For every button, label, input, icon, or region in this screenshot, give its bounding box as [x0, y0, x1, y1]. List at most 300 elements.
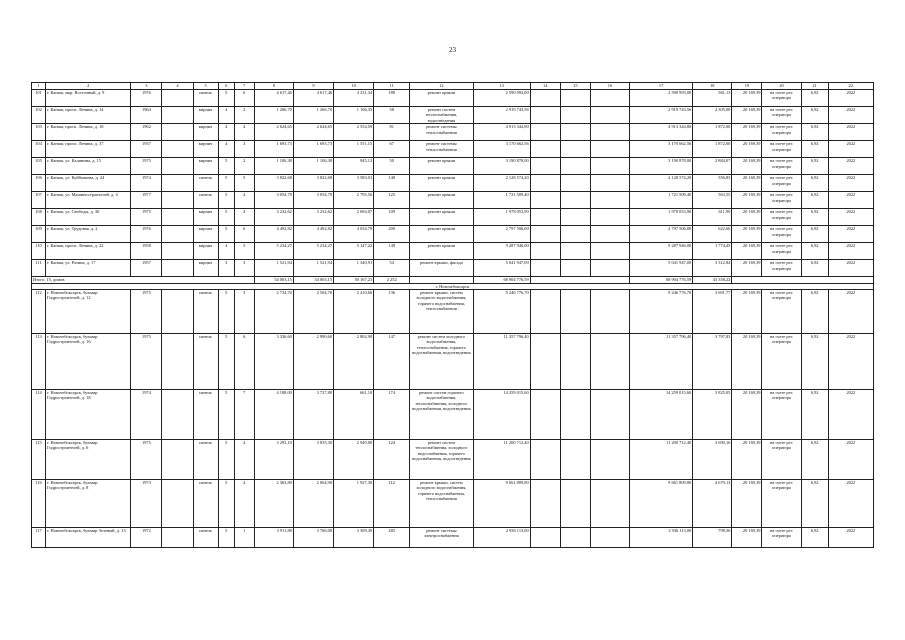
cell-num: 107 — [32, 192, 46, 209]
cell-work: ремонт системы электроснабжения — [410, 527, 473, 547]
cell-p: 6 — [234, 90, 254, 107]
column-number-cell: 8 — [254, 83, 293, 90]
cell-work: ремонт систем теплоснабжения, холодного водоснабжения, горячего водоснабжения, водоотведения — [410, 439, 473, 479]
cell-type: кирпич — [193, 124, 218, 141]
cell-type: кирпич — [193, 158, 218, 175]
cell-yr: 2022 — [828, 192, 873, 209]
cell-cost2: 2 797 506,00 — [630, 226, 693, 243]
cell-area2: 2 064,90 — [293, 479, 333, 527]
cell-empty — [530, 389, 560, 439]
cell-area1: 1 106,38 — [254, 158, 293, 175]
cell-area3: 4 231,34 — [334, 90, 374, 107]
cell-area2: 1 521,94 — [293, 260, 333, 277]
cell-empty — [530, 289, 560, 333]
table-row — [32, 175, 874, 192]
cell-num: 108 — [32, 209, 46, 226]
cell-empty — [590, 124, 629, 141]
cell-cost: 9 246 776,70 — [473, 289, 530, 333]
cell-empty — [590, 479, 629, 527]
cell-method: на счете рег. оператора — [762, 527, 801, 547]
cell-yr: 2022 — [828, 226, 873, 243]
cell-empty — [590, 333, 629, 389]
cell-people: 148 — [374, 175, 410, 192]
cell-addr: г. Новочебоксарск, бульвар Гидростроителей, д. 16 — [46, 333, 131, 389]
cell-year: 1973 — [131, 479, 162, 527]
cell-pct: 6,92 — [801, 260, 828, 277]
cell-work: ремонт крыши, фасада — [410, 260, 473, 277]
cell-cost: 9 661 809,80 — [473, 479, 530, 527]
cell-addr: г. Канаш, просп. Ленина, д. 37 — [46, 141, 131, 158]
column-number-cell: 6 — [218, 83, 234, 90]
cell-unit: 556,83 — [693, 175, 732, 192]
cell-area3: 2 795,56 — [334, 192, 374, 209]
cell-empty — [590, 260, 629, 277]
cell-empty — [590, 158, 629, 175]
cell-empty — [530, 124, 560, 141]
cell-addr: г. Новочебоксарск, бульвар Зеленый, д. 13 — [46, 527, 131, 547]
cell-cost2: 3 170 662,56 — [630, 141, 693, 158]
cell-year: 1975 — [131, 333, 162, 389]
cell-empty — [530, 243, 560, 260]
cell-method: на счете рег. оператора — [762, 439, 801, 479]
cell-empty — [590, 192, 629, 209]
cell-cost: 2 797 506,00 — [473, 226, 530, 243]
cell-pct: 6,92 — [801, 141, 828, 158]
cell-pct: 6,92 — [801, 439, 828, 479]
cell-empty — [162, 439, 193, 479]
cell-addr: г. Канаш, ул. Разина, д. 17 — [46, 260, 131, 277]
total-people: 2 252 — [374, 277, 410, 283]
cell-pct: 6,92 — [801, 226, 828, 243]
cell-empty — [560, 226, 590, 243]
cell-cost2: 2 128 574,20 — [630, 175, 693, 192]
cell-p: 4 — [234, 479, 254, 527]
cell-empty — [590, 389, 629, 439]
cell-pct: 6,92 — [801, 527, 828, 547]
column-number-cell: 19 — [732, 83, 762, 90]
cell-pct: 6,92 — [801, 90, 828, 107]
cell-type: кирпич — [193, 243, 218, 260]
cell-unit: 1 872,00 — [693, 124, 732, 141]
cell-limit: 20 169,39 — [732, 158, 762, 175]
cell-yr: 2022 — [828, 175, 873, 192]
page-number: 23 — [449, 46, 456, 54]
capital-repair-table — [31, 82, 874, 548]
cell-f: 5 — [218, 209, 234, 226]
cell-unit: 2 305,00 — [693, 107, 732, 124]
cell-f: 5 — [218, 175, 234, 192]
cell-f: 5 — [218, 90, 234, 107]
cell-empty — [560, 289, 590, 333]
cell-area3: 2 940,00 — [334, 439, 374, 479]
cell-people: 149 — [374, 243, 410, 260]
cell-empty — [590, 289, 629, 333]
cell-empty — [530, 192, 560, 209]
cell-cost: 1 721 509,40 — [473, 192, 530, 209]
cell-empty — [560, 209, 590, 226]
cell-empty — [560, 439, 590, 479]
cell-people: 174 — [374, 389, 410, 439]
cell-p: 3 — [234, 260, 254, 277]
cell-cost: 11 200 712,40 — [473, 439, 530, 479]
cell-empty — [560, 192, 590, 209]
cell-limit: 20 169,39 — [732, 107, 762, 124]
cell-addr: г. Новочебоксарск, бульвар Гидростроителей, д. 8 — [46, 479, 131, 527]
cell-area3: 1 551,15 — [334, 141, 374, 158]
cell-empty — [162, 226, 193, 243]
cell-empty — [590, 175, 629, 192]
cell-people: 54 — [374, 260, 410, 277]
cell-people: 285 — [374, 527, 410, 547]
cell-people: 58 — [374, 107, 410, 124]
cell-empty — [162, 90, 193, 107]
table-row — [32, 107, 874, 124]
cell-work: ремонт систем теплоснабжения, водоотведения — [410, 107, 473, 124]
cell-work: ремонт крыши — [410, 209, 473, 226]
column-number-cell: 18 — [693, 83, 732, 90]
cell-pct: 6,92 — [801, 107, 828, 124]
cell-f: 5 — [218, 158, 234, 175]
cell-limit: 20 169,39 — [732, 209, 762, 226]
cell-addr: г. Новочебоксарск, бульвар Гидростроителей, д. 12 — [46, 289, 131, 333]
cell-p: 3 — [234, 141, 254, 158]
cell-addr: г. Новочебоксарск, бульвар Гидростроителей, д. 6 — [46, 439, 131, 479]
cell-empty — [530, 333, 560, 389]
cell-yr: 2022 — [828, 158, 873, 175]
column-number-cell: 1 — [32, 83, 46, 90]
section-title: г. Новочебоксарск — [32, 283, 874, 289]
cell-method: на счете рег. оператора — [762, 209, 801, 226]
cell-num: 104 — [32, 141, 46, 158]
table-row — [32, 124, 874, 141]
cell-num: 109 — [32, 226, 46, 243]
total-cost: 68 904 776,59 — [473, 277, 530, 283]
cell-empty — [162, 243, 193, 260]
cell-limit: 20 169,39 — [732, 439, 762, 479]
cell-year: 1975 — [131, 158, 162, 175]
cell-work: ремонт системы теплоснабжения — [410, 124, 473, 141]
cell-area2: 3 232,62 — [293, 209, 333, 226]
cell-area1: 4 617,46 — [254, 90, 293, 107]
cell-yr: 2022 — [828, 243, 873, 260]
cell-p: 6 — [234, 226, 254, 243]
cell-empty — [590, 243, 629, 260]
cell-area1: 3 822,68 — [254, 175, 293, 192]
cell-area2: 2 504,70 — [293, 289, 333, 333]
cell-people: 147 — [374, 333, 410, 389]
cell-area3: 1 106,35 — [334, 107, 374, 124]
cell-num: 114 — [32, 389, 46, 439]
cell-yr: 2022 — [828, 107, 873, 124]
cell-cost2: 2 590 993,00 — [630, 90, 693, 107]
cell-addr: г. Канаш, просп. Ленина, д. 18 — [46, 124, 131, 141]
cell-empty — [530, 141, 560, 158]
cell-limit: 20 169,39 — [732, 289, 762, 333]
cell-year: 1962 — [131, 124, 162, 141]
cell-yr: 2022 — [828, 141, 873, 158]
cell-yr: 2022 — [828, 389, 873, 439]
cell-empty — [590, 527, 629, 547]
cell-addr: г. Новочебоксарск, бульвар Гидростроителей, д. 18 — [46, 389, 131, 439]
cell-p: 4 — [234, 192, 254, 209]
cell-num: 113 — [32, 333, 46, 389]
cell-num: 115 — [32, 439, 46, 479]
cell-limit: 20 169,39 — [732, 333, 762, 389]
total-cost2: 68 904 776,59 — [630, 277, 693, 283]
cell-cost2: 1 721 509,40 — [630, 192, 693, 209]
table-row — [32, 479, 874, 527]
cell-addr: г. Канаш, ул. Калинина, д. 15 — [46, 158, 131, 175]
cell-f: 5 — [218, 527, 234, 547]
cell-p: 7 — [234, 389, 254, 439]
cell-type: кирпич — [193, 209, 218, 226]
cell-area2: 2 990,60 — [293, 333, 333, 389]
cell-pct: 6,92 — [801, 124, 828, 141]
cell-addr: г. Канаш, ул. Трудовая, д. 2 — [46, 226, 131, 243]
cell-yr: 2022 — [828, 90, 873, 107]
cell-method: на счете рег. оператора — [762, 90, 801, 107]
table-row — [32, 389, 874, 439]
table-row — [32, 333, 874, 389]
cell-type: панель — [193, 439, 218, 479]
cell-year: 1974 — [131, 175, 162, 192]
cell-f: 5 — [218, 479, 234, 527]
cell-pct: 6,92 — [801, 209, 828, 226]
cell-empty — [560, 175, 590, 192]
cell-unit: 3 691,77 — [693, 289, 732, 333]
column-number-cell: 15 — [560, 83, 590, 90]
cell-method: на счете рег. оператора — [762, 192, 801, 209]
cell-work: ремонт систем холодного водоснабжения, теплоснабжения, горячего водоснабжения, водоотведения — [410, 333, 473, 389]
cell-method: на счете рег. оператора — [762, 124, 801, 141]
cell-limit: 20 169,39 — [732, 243, 762, 260]
cell-area1: 3 054,79 — [254, 192, 293, 209]
cell-cost2: 2 936 113,00 — [630, 527, 693, 547]
cell-area3: 2 694,07 — [334, 209, 374, 226]
cell-empty — [162, 333, 193, 389]
cell-work: ремонт крыши — [410, 158, 473, 175]
column-number-cell: 9 — [293, 83, 333, 90]
cell-cost: 9 287 946,00 — [473, 243, 530, 260]
cell-f: 4 — [218, 124, 234, 141]
cell-f: 4 — [218, 141, 234, 158]
cell-people: 125 — [374, 192, 410, 209]
cell-pct: 6,92 — [801, 389, 828, 439]
cell-f: 5 — [218, 333, 234, 389]
cell-num: 106 — [32, 175, 46, 192]
cell-empty — [530, 439, 560, 479]
cell-p: 2 — [234, 158, 254, 175]
cell-area3: 2 554,59 — [334, 124, 374, 141]
cell-cost2: 1 978 053,90 — [630, 209, 693, 226]
cell-area3: 3 309,49 — [334, 527, 374, 547]
cell-people: 200 — [374, 226, 410, 243]
table-row — [32, 158, 874, 175]
cell-f: 5 — [218, 289, 234, 333]
cell-limit: 20 169,39 — [732, 226, 762, 243]
table-row — [32, 289, 874, 333]
cell-cost: 14 259 015,60 — [473, 389, 530, 439]
total-area1: 54 003,15 — [254, 277, 293, 283]
cell-area1: 1 693,73 — [254, 141, 293, 158]
cell-yr: 2022 — [828, 289, 873, 333]
cell-area2: 3 035,30 — [293, 439, 333, 479]
cell-f: 3 — [218, 260, 234, 277]
cell-year: 1977 — [131, 192, 162, 209]
cell-empty — [530, 527, 560, 547]
cell-empty — [530, 107, 560, 124]
cell-empty — [162, 141, 193, 158]
cell-year: 1974 — [131, 389, 162, 439]
cell-cost: 2 936 113,00 — [473, 527, 530, 547]
cell-f: 4 — [218, 107, 234, 124]
cell-empty — [530, 226, 560, 243]
cell-addr: г. Канаш, ул. Свободы, д. 30 — [46, 209, 131, 226]
cell-work: ремонт системы теплоснабжения — [410, 141, 473, 158]
total-label: Итого: 15, домов — [32, 277, 255, 283]
cell-empty — [590, 141, 629, 158]
cell-type: кирпич — [193, 226, 218, 243]
cell-empty — [560, 479, 590, 527]
cell-cost2: 9 661 809,80 — [630, 479, 693, 527]
cell-year: 1975 — [131, 209, 162, 226]
cell-limit: 20 169,39 — [732, 141, 762, 158]
cell-area2: 1 106,38 — [293, 158, 333, 175]
cell-empty — [530, 209, 560, 226]
table-row — [32, 243, 874, 260]
cell-area1: 3 336,60 — [254, 333, 293, 389]
cell-area2: 1 266,70 — [293, 107, 333, 124]
cell-method: на счете рег. оператора — [762, 226, 801, 243]
cell-num: 110 — [32, 243, 46, 260]
column-number-cell: 13 — [473, 83, 530, 90]
column-number-row — [32, 83, 874, 90]
cell-area3: 4 034,79 — [334, 226, 374, 243]
cell-empty — [590, 226, 629, 243]
cell-empty — [162, 158, 193, 175]
column-number-cell: 5 — [193, 83, 218, 90]
column-number-cell: 16 — [590, 83, 629, 90]
cell-cost: 11 357 796,40 — [473, 333, 530, 389]
column-number-cell: 10 — [334, 83, 374, 90]
column-number-cell: 22 — [828, 83, 873, 90]
cell-cost2: 9 287 946,00 — [630, 243, 693, 260]
cell-unit: 3 797,83 — [693, 333, 732, 389]
cell-limit: 20 169,39 — [732, 175, 762, 192]
cell-type: панель — [193, 479, 218, 527]
cell-people: 188 — [374, 90, 410, 107]
cell-f: 5 — [218, 439, 234, 479]
column-number-cell: 17 — [630, 83, 693, 90]
cell-year: 1976 — [131, 90, 162, 107]
cell-f: 5 — [218, 389, 234, 439]
column-number-cell: 2 — [46, 83, 131, 90]
cell-area3: 2 410,60 — [334, 289, 374, 333]
cell-empty — [560, 243, 590, 260]
cell-method: на счете рег. оператора — [762, 175, 801, 192]
table-row — [32, 90, 874, 107]
cell-limit: 20 169,39 — [732, 124, 762, 141]
cell-cost: 4 913 344,80 — [473, 124, 530, 141]
cell-method: на счете рег. оператора — [762, 158, 801, 175]
cell-yr: 2022 — [828, 209, 873, 226]
cell-people: 50 — [374, 158, 410, 175]
cell-unit: 1 774,45 — [693, 243, 732, 260]
cell-type: панель — [193, 289, 218, 333]
table-row — [32, 260, 874, 277]
cell-yr: 2022 — [828, 439, 873, 479]
cell-yr: 2022 — [828, 333, 873, 389]
cell-type: панель — [193, 192, 218, 209]
cell-cost2: 3 190 878,00 — [630, 158, 693, 175]
cell-pct: 6,92 — [801, 175, 828, 192]
cell-p: 5 — [234, 175, 254, 192]
cell-people: 109 — [374, 209, 410, 226]
cell-type: кирпич — [193, 107, 218, 124]
cell-p: 1 — [234, 527, 254, 547]
table-row — [32, 209, 874, 226]
cell-unit: 2 884,07 — [693, 158, 732, 175]
cell-area1: 3 232,62 — [254, 209, 293, 226]
cell-cost2: 2 919 743,56 — [630, 107, 693, 124]
cell-unit: 622,66 — [693, 226, 732, 243]
cell-area1: 2 624,65 — [254, 124, 293, 141]
cell-num: 105 — [32, 158, 46, 175]
cell-area1: 4 492,82 — [254, 226, 293, 243]
cell-cost: 1 978 053,90 — [473, 209, 530, 226]
cell-method: на счете рег. оператора — [762, 289, 801, 333]
column-number-cell: 20 — [762, 83, 801, 90]
cell-p: 4 — [234, 124, 254, 141]
table-row — [32, 527, 874, 547]
cell-method: на счете рег. оператора — [762, 479, 801, 527]
cell-area1: 4 188,00 — [254, 389, 293, 439]
column-number-cell: 21 — [801, 83, 828, 90]
cell-area2: 1 693,73 — [293, 141, 333, 158]
cell-area3: 661,10 — [334, 389, 374, 439]
cell-cost2: 14 259 015,60 — [630, 389, 693, 439]
cell-num: 103 — [32, 124, 46, 141]
cell-type: панель — [193, 389, 218, 439]
cell-f: 4 — [218, 243, 234, 260]
cell-limit: 20 169,39 — [732, 192, 762, 209]
cell-empty — [560, 107, 590, 124]
cell-type: панель — [193, 90, 218, 107]
cell-area2: 3 727,80 — [293, 389, 333, 439]
cell-addr: г. Канаш, просп. Ленина, д. 22 — [46, 243, 131, 260]
column-number-cell: 14 — [530, 83, 560, 90]
cell-year: 1975 — [131, 439, 162, 479]
cell-pct: 6,92 — [801, 192, 828, 209]
cell-area2: 3 822,68 — [293, 175, 333, 192]
cell-year: 1976 — [131, 226, 162, 243]
cell-empty — [530, 260, 560, 277]
cell-pct: 6,92 — [801, 289, 828, 333]
column-number-cell: 7 — [234, 83, 254, 90]
cell-limit: 20 169,39 — [732, 479, 762, 527]
cell-type: кирпич — [193, 260, 218, 277]
cell-pct: 6,92 — [801, 333, 828, 389]
cell-area1: 1 266,70 — [254, 107, 293, 124]
cell-area1: 5 234,27 — [254, 243, 293, 260]
cell-method: на счете рег. оператора — [762, 141, 801, 158]
cell-people: 112 — [374, 479, 410, 527]
cell-work: ремонт систем горячего водоснабжения, теплоснабжения, холодного водоснабжения, водоотведения — [410, 389, 473, 439]
cell-empty — [162, 260, 193, 277]
cell-empty — [560, 527, 590, 547]
cell-unit: 3 825,05 — [693, 389, 732, 439]
cell-empty — [530, 158, 560, 175]
